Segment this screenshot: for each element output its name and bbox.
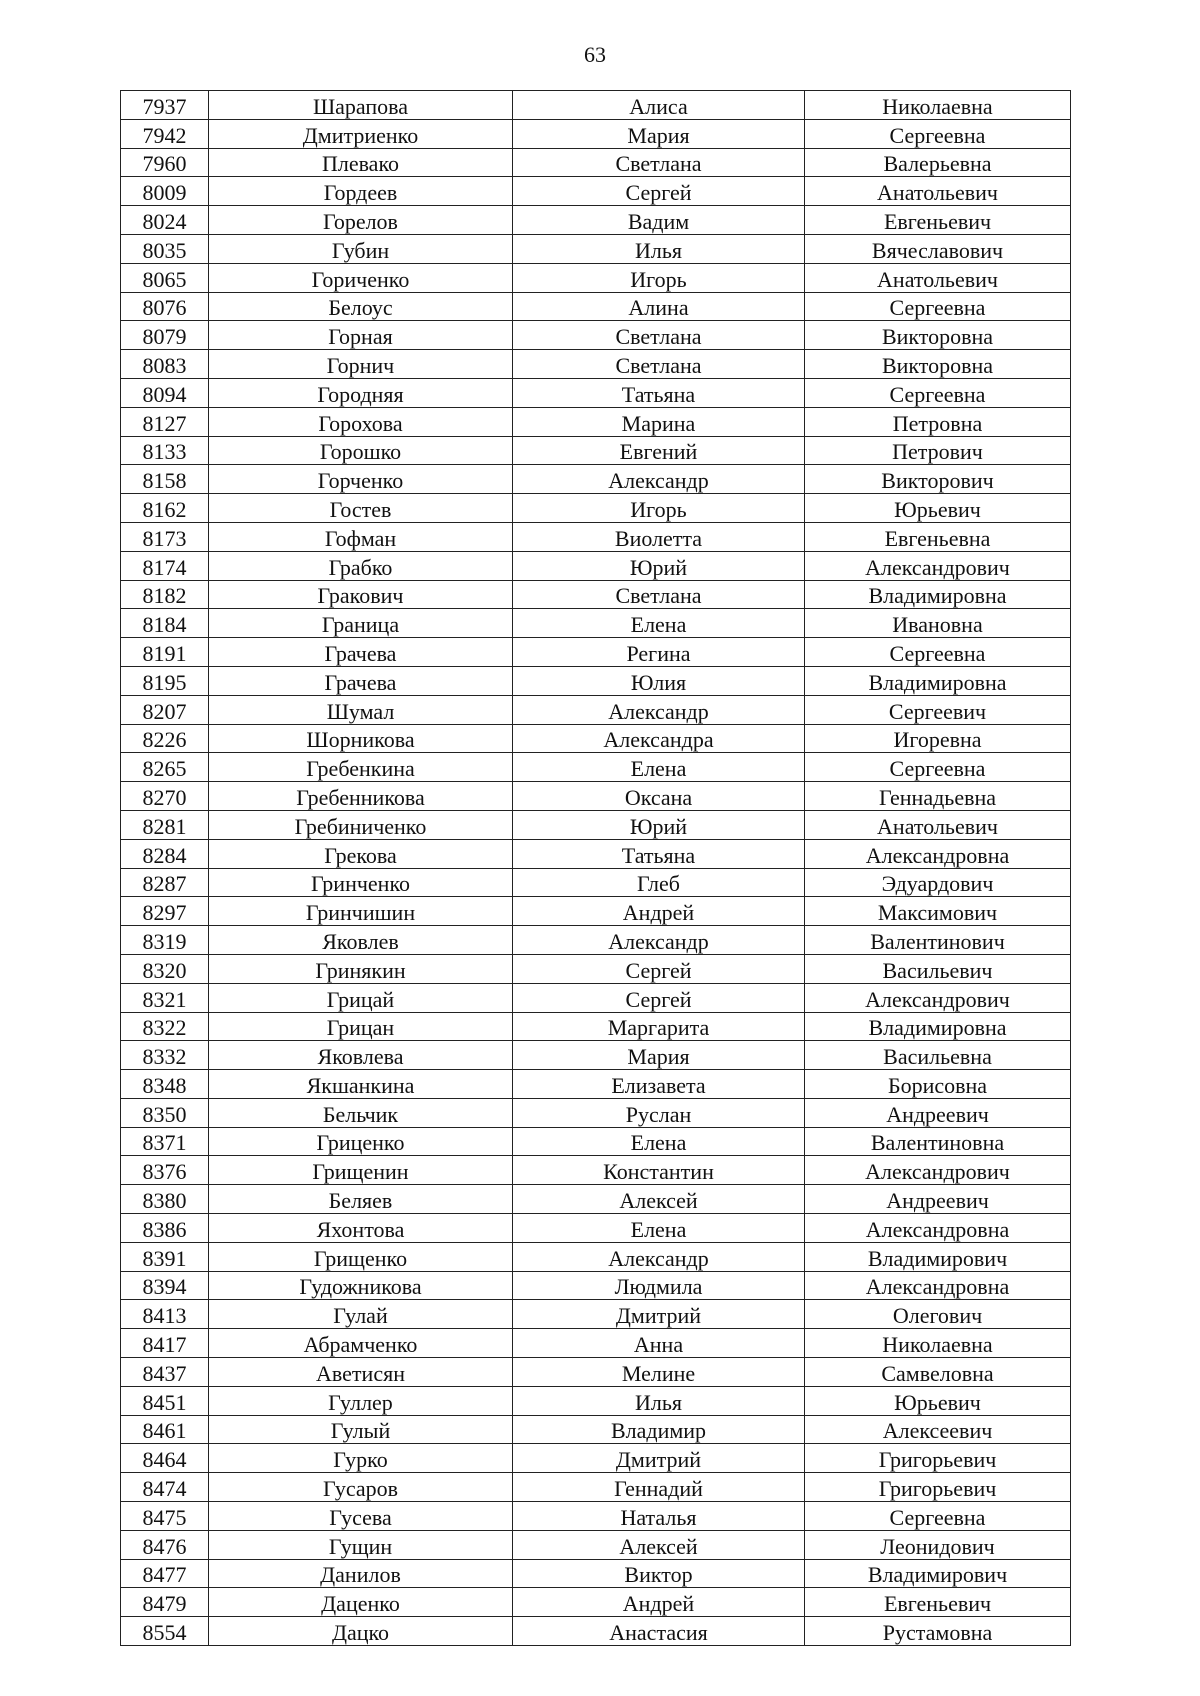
last-name-cell: Гориченко bbox=[209, 263, 513, 292]
table-row bbox=[121, 983, 1071, 1012]
patronymic-cell: Валентиновна bbox=[805, 1127, 1071, 1156]
last-name-cell: Горелов bbox=[209, 206, 513, 235]
first-name-cell: Геннадий bbox=[513, 1473, 805, 1502]
patronymic-cell: Самвеловна bbox=[805, 1358, 1071, 1387]
patronymic-cell: Николаевна bbox=[805, 1329, 1071, 1358]
first-name-cell: Игорь bbox=[513, 494, 805, 523]
first-name-cell: Юрий bbox=[513, 551, 805, 580]
patronymic-cell: Андреевич bbox=[805, 1185, 1071, 1214]
table-row bbox=[121, 753, 1071, 782]
row-id-cell: 8350 bbox=[121, 1098, 209, 1127]
table-row bbox=[121, 148, 1071, 177]
last-name-cell: Гусева bbox=[209, 1502, 513, 1531]
patronymic-cell: Владимировна bbox=[805, 1012, 1071, 1041]
last-name-cell: Гулый bbox=[209, 1415, 513, 1444]
patronymic-cell: Александрович bbox=[805, 551, 1071, 580]
row-id-cell: 8079 bbox=[121, 321, 209, 350]
last-name-cell: Аветисян bbox=[209, 1358, 513, 1387]
patronymic-cell: Александровна bbox=[805, 1214, 1071, 1243]
table-row bbox=[121, 666, 1071, 695]
row-id-cell: 8479 bbox=[121, 1588, 209, 1617]
row-id-cell: 8076 bbox=[121, 292, 209, 321]
patronymic-cell: Васильевна bbox=[805, 1041, 1071, 1070]
first-name-cell: Елена bbox=[513, 1127, 805, 1156]
row-id-cell: 8195 bbox=[121, 666, 209, 695]
row-id-cell: 8386 bbox=[121, 1214, 209, 1243]
last-name-cell: Гофман bbox=[209, 522, 513, 551]
first-name-cell: Сергей bbox=[513, 177, 805, 206]
row-id-cell: 8474 bbox=[121, 1473, 209, 1502]
table-row bbox=[121, 465, 1071, 494]
last-name-cell: Плевако bbox=[209, 148, 513, 177]
last-name-cell: Грицай bbox=[209, 983, 513, 1012]
last-name-cell: Грицан bbox=[209, 1012, 513, 1041]
first-name-cell: Дмитрий bbox=[513, 1444, 805, 1473]
last-name-cell: Грекова bbox=[209, 839, 513, 868]
first-name-cell: Елена bbox=[513, 1214, 805, 1243]
patronymic-cell: Сергеевна bbox=[805, 753, 1071, 782]
first-name-cell: Маргарита bbox=[513, 1012, 805, 1041]
first-name-cell: Илья bbox=[513, 234, 805, 263]
last-name-cell: Яхонтова bbox=[209, 1214, 513, 1243]
last-name-cell: Гребиниченко bbox=[209, 810, 513, 839]
table-row bbox=[121, 926, 1071, 955]
row-id-cell: 8270 bbox=[121, 782, 209, 811]
row-id-cell: 8332 bbox=[121, 1041, 209, 1070]
table-row bbox=[121, 609, 1071, 638]
last-name-cell: Беляев bbox=[209, 1185, 513, 1214]
last-name-cell: Яковлева bbox=[209, 1041, 513, 1070]
table-row bbox=[121, 1300, 1071, 1329]
row-id-cell: 8380 bbox=[121, 1185, 209, 1214]
row-id-cell: 8281 bbox=[121, 810, 209, 839]
first-name-cell: Мелине bbox=[513, 1358, 805, 1387]
first-name-cell: Марина bbox=[513, 407, 805, 436]
first-name-cell: Оксана bbox=[513, 782, 805, 811]
table-row bbox=[121, 1329, 1071, 1358]
patronymic-cell: Игоревна bbox=[805, 724, 1071, 753]
first-name-cell: Александра bbox=[513, 724, 805, 753]
patronymic-cell: Викторовна bbox=[805, 321, 1071, 350]
first-name-cell: Алиса bbox=[513, 91, 805, 120]
table-row bbox=[121, 1127, 1071, 1156]
last-name-cell: Гущин bbox=[209, 1530, 513, 1559]
first-name-cell: Константин bbox=[513, 1156, 805, 1185]
row-id-cell: 8297 bbox=[121, 897, 209, 926]
last-name-cell: Грачева bbox=[209, 638, 513, 667]
patronymic-cell: Эдуардович bbox=[805, 868, 1071, 897]
patronymic-cell: Александровна bbox=[805, 1271, 1071, 1300]
patronymic-cell: Владимирович bbox=[805, 1559, 1071, 1588]
row-id-cell: 8287 bbox=[121, 868, 209, 897]
row-id-cell: 7937 bbox=[121, 91, 209, 120]
row-id-cell: 8035 bbox=[121, 234, 209, 263]
row-id-cell: 8191 bbox=[121, 638, 209, 667]
patronymic-cell: Владимировна bbox=[805, 580, 1071, 609]
first-name-cell: Анастасия bbox=[513, 1617, 805, 1646]
table-row bbox=[121, 1185, 1071, 1214]
patronymic-cell: Владимировна bbox=[805, 666, 1071, 695]
first-name-cell: Мария bbox=[513, 119, 805, 148]
table-row bbox=[121, 177, 1071, 206]
last-name-cell: Горохова bbox=[209, 407, 513, 436]
table-row bbox=[121, 1242, 1071, 1271]
last-name-cell: Бельчик bbox=[209, 1098, 513, 1127]
patronymic-cell: Сергеевич bbox=[805, 695, 1071, 724]
table-row bbox=[121, 1214, 1071, 1243]
last-name-cell: Гостев bbox=[209, 494, 513, 523]
first-name-cell: Людмила bbox=[513, 1271, 805, 1300]
first-name-cell: Вадим bbox=[513, 206, 805, 235]
patronymic-cell: Геннадьевна bbox=[805, 782, 1071, 811]
roster-table bbox=[120, 90, 1071, 1646]
row-id-cell: 7960 bbox=[121, 148, 209, 177]
first-name-cell: Регина bbox=[513, 638, 805, 667]
row-id-cell: 8417 bbox=[121, 1329, 209, 1358]
last-name-cell: Гордеев bbox=[209, 177, 513, 206]
table-row bbox=[121, 1415, 1071, 1444]
patronymic-cell: Леонидович bbox=[805, 1530, 1071, 1559]
row-id-cell: 8184 bbox=[121, 609, 209, 638]
table-row bbox=[121, 1473, 1071, 1502]
first-name-cell: Татьяна bbox=[513, 378, 805, 407]
table-row bbox=[121, 1386, 1071, 1415]
table-row bbox=[121, 1530, 1071, 1559]
patronymic-cell: Викторовна bbox=[805, 350, 1071, 379]
patronymic-cell: Петрович bbox=[805, 436, 1071, 465]
table-row bbox=[121, 1041, 1071, 1070]
row-id-cell: 8127 bbox=[121, 407, 209, 436]
patronymic-cell: Петровна bbox=[805, 407, 1071, 436]
row-id-cell: 8284 bbox=[121, 839, 209, 868]
row-id-cell: 8376 bbox=[121, 1156, 209, 1185]
last-name-cell: Граница bbox=[209, 609, 513, 638]
table-row bbox=[121, 263, 1071, 292]
table-row bbox=[121, 1559, 1071, 1588]
row-id-cell: 8158 bbox=[121, 465, 209, 494]
first-name-cell: Дмитрий bbox=[513, 1300, 805, 1329]
row-id-cell: 8394 bbox=[121, 1271, 209, 1300]
last-name-cell: Гринякин bbox=[209, 954, 513, 983]
row-id-cell: 8319 bbox=[121, 926, 209, 955]
table-row bbox=[121, 551, 1071, 580]
table-row bbox=[121, 1012, 1071, 1041]
row-id-cell: 8009 bbox=[121, 177, 209, 206]
row-id-cell: 8321 bbox=[121, 983, 209, 1012]
table-row bbox=[121, 695, 1071, 724]
patronymic-cell: Николаевна bbox=[805, 91, 1071, 120]
last-name-cell: Абрамченко bbox=[209, 1329, 513, 1358]
first-name-cell: Светлана bbox=[513, 580, 805, 609]
roster-table-body bbox=[121, 91, 1071, 1646]
table-row bbox=[121, 1444, 1071, 1473]
last-name-cell: Горнич bbox=[209, 350, 513, 379]
patronymic-cell: Сергеевна bbox=[805, 292, 1071, 321]
row-id-cell: 8322 bbox=[121, 1012, 209, 1041]
patronymic-cell: Викторович bbox=[805, 465, 1071, 494]
table-row bbox=[121, 839, 1071, 868]
patronymic-cell: Анатольевич bbox=[805, 263, 1071, 292]
table-row bbox=[121, 868, 1071, 897]
first-name-cell: Мария bbox=[513, 1041, 805, 1070]
last-name-cell: Гребенникова bbox=[209, 782, 513, 811]
row-id-cell: 8461 bbox=[121, 1415, 209, 1444]
last-name-cell: Грачева bbox=[209, 666, 513, 695]
table-row bbox=[121, 91, 1071, 120]
patronymic-cell: Григорьевич bbox=[805, 1444, 1071, 1473]
last-name-cell: Грабко bbox=[209, 551, 513, 580]
last-name-cell: Гриценко bbox=[209, 1127, 513, 1156]
row-id-cell: 8391 bbox=[121, 1242, 209, 1271]
first-name-cell: Сергей bbox=[513, 954, 805, 983]
last-name-cell: Грищенин bbox=[209, 1156, 513, 1185]
last-name-cell: Гурко bbox=[209, 1444, 513, 1473]
row-id-cell: 8476 bbox=[121, 1530, 209, 1559]
patronymic-cell: Евгеньевич bbox=[805, 206, 1071, 235]
first-name-cell: Светлана bbox=[513, 321, 805, 350]
table-row bbox=[121, 1156, 1071, 1185]
row-id-cell: 8065 bbox=[121, 263, 209, 292]
first-name-cell: Глеб bbox=[513, 868, 805, 897]
last-name-cell: Гракович bbox=[209, 580, 513, 609]
row-id-cell: 8371 bbox=[121, 1127, 209, 1156]
table-row bbox=[121, 436, 1071, 465]
row-id-cell: 8173 bbox=[121, 522, 209, 551]
table-row bbox=[121, 378, 1071, 407]
first-name-cell: Алексей bbox=[513, 1530, 805, 1559]
row-id-cell: 8226 bbox=[121, 724, 209, 753]
first-name-cell: Андрей bbox=[513, 897, 805, 926]
patronymic-cell: Александрович bbox=[805, 983, 1071, 1012]
last-name-cell: Грищенко bbox=[209, 1242, 513, 1271]
row-id-cell: 8133 bbox=[121, 436, 209, 465]
first-name-cell: Юрий bbox=[513, 810, 805, 839]
patronymic-cell: Сергеевна bbox=[805, 638, 1071, 667]
row-id-cell: 8475 bbox=[121, 1502, 209, 1531]
last-name-cell: Горошко bbox=[209, 436, 513, 465]
first-name-cell: Сергей bbox=[513, 983, 805, 1012]
row-id-cell: 8320 bbox=[121, 954, 209, 983]
first-name-cell: Руслан bbox=[513, 1098, 805, 1127]
row-id-cell: 7942 bbox=[121, 119, 209, 148]
last-name-cell: Городняя bbox=[209, 378, 513, 407]
page-number: 63 bbox=[584, 42, 606, 67]
last-name-cell: Горная bbox=[209, 321, 513, 350]
patronymic-cell: Валентинович bbox=[805, 926, 1071, 955]
last-name-cell: Горченко bbox=[209, 465, 513, 494]
patronymic-cell: Евгеньевич bbox=[805, 1588, 1071, 1617]
last-name-cell: Гудожникова bbox=[209, 1271, 513, 1300]
table-row bbox=[121, 206, 1071, 235]
table-row bbox=[121, 494, 1071, 523]
last-name-cell: Гребенкина bbox=[209, 753, 513, 782]
patronymic-cell: Александрович bbox=[805, 1156, 1071, 1185]
last-name-cell: Шорникова bbox=[209, 724, 513, 753]
first-name-cell: Светлана bbox=[513, 148, 805, 177]
patronymic-cell: Валерьевна bbox=[805, 148, 1071, 177]
last-name-cell: Гринченко bbox=[209, 868, 513, 897]
patronymic-cell: Александровна bbox=[805, 839, 1071, 868]
table-row bbox=[121, 954, 1071, 983]
table-row bbox=[121, 321, 1071, 350]
last-name-cell: Шарапова bbox=[209, 91, 513, 120]
patronymic-cell: Григорьевич bbox=[805, 1473, 1071, 1502]
last-name-cell: Белоус bbox=[209, 292, 513, 321]
patronymic-cell: Андреевич bbox=[805, 1098, 1071, 1127]
table-row bbox=[121, 1617, 1071, 1646]
last-name-cell: Дмитриенко bbox=[209, 119, 513, 148]
row-id-cell: 8207 bbox=[121, 695, 209, 724]
last-name-cell: Даценко bbox=[209, 1588, 513, 1617]
first-name-cell: Юлия bbox=[513, 666, 805, 695]
table-row bbox=[121, 580, 1071, 609]
first-name-cell: Алина bbox=[513, 292, 805, 321]
first-name-cell: Татьяна bbox=[513, 839, 805, 868]
first-name-cell: Андрей bbox=[513, 1588, 805, 1617]
last-name-cell: Гусаров bbox=[209, 1473, 513, 1502]
patronymic-cell: Анатольевич bbox=[805, 810, 1071, 839]
last-name-cell: Шумал bbox=[209, 695, 513, 724]
patronymic-cell: Сергеевна bbox=[805, 119, 1071, 148]
row-id-cell: 8182 bbox=[121, 580, 209, 609]
first-name-cell: Елена bbox=[513, 609, 805, 638]
patronymic-cell: Евгеньевна bbox=[805, 522, 1071, 551]
first-name-cell: Владимир bbox=[513, 1415, 805, 1444]
last-name-cell: Данилов bbox=[209, 1559, 513, 1588]
patronymic-cell: Юрьевич bbox=[805, 1386, 1071, 1415]
table-row bbox=[121, 897, 1071, 926]
first-name-cell: Александр bbox=[513, 1242, 805, 1271]
last-name-cell: Гуллер bbox=[209, 1386, 513, 1415]
table-row bbox=[121, 292, 1071, 321]
table-row bbox=[121, 810, 1071, 839]
last-name-cell: Гулай bbox=[209, 1300, 513, 1329]
row-id-cell: 8464 bbox=[121, 1444, 209, 1473]
row-id-cell: 8451 bbox=[121, 1386, 209, 1415]
first-name-cell: Анна bbox=[513, 1329, 805, 1358]
patronymic-cell: Борисовна bbox=[805, 1070, 1071, 1099]
patronymic-cell: Рустамовна bbox=[805, 1617, 1071, 1646]
row-id-cell: 8437 bbox=[121, 1358, 209, 1387]
patronymic-cell: Вячеславович bbox=[805, 234, 1071, 263]
row-id-cell: 8265 bbox=[121, 753, 209, 782]
row-id-cell: 8554 bbox=[121, 1617, 209, 1646]
table-row bbox=[121, 1588, 1071, 1617]
table-row bbox=[121, 407, 1071, 436]
table-row bbox=[121, 522, 1071, 551]
last-name-cell: Яковлев bbox=[209, 926, 513, 955]
table-row bbox=[121, 638, 1071, 667]
first-name-cell: Евгений bbox=[513, 436, 805, 465]
last-name-cell: Гринчишин bbox=[209, 897, 513, 926]
row-id-cell: 8174 bbox=[121, 551, 209, 580]
first-name-cell: Виктор bbox=[513, 1559, 805, 1588]
patronymic-cell: Анатольевич bbox=[805, 177, 1071, 206]
row-id-cell: 8094 bbox=[121, 378, 209, 407]
first-name-cell: Александр bbox=[513, 465, 805, 494]
first-name-cell: Алексей bbox=[513, 1185, 805, 1214]
first-name-cell: Елизавета bbox=[513, 1070, 805, 1099]
first-name-cell: Наталья bbox=[513, 1502, 805, 1531]
table-row bbox=[121, 350, 1071, 379]
table-row bbox=[121, 119, 1071, 148]
first-name-cell: Светлана bbox=[513, 350, 805, 379]
patronymic-cell: Юрьевич bbox=[805, 494, 1071, 523]
first-name-cell: Елена bbox=[513, 753, 805, 782]
last-name-cell: Губин bbox=[209, 234, 513, 263]
table-row bbox=[121, 1271, 1071, 1300]
patronymic-cell: Васильевич bbox=[805, 954, 1071, 983]
table-row bbox=[121, 1358, 1071, 1387]
table-row bbox=[121, 1070, 1071, 1099]
first-name-cell: Александр bbox=[513, 926, 805, 955]
table-row bbox=[121, 782, 1071, 811]
first-name-cell: Александр bbox=[513, 695, 805, 724]
first-name-cell: Илья bbox=[513, 1386, 805, 1415]
patronymic-cell: Сергеевна bbox=[805, 1502, 1071, 1531]
table-row bbox=[121, 1098, 1071, 1127]
patronymic-cell: Олегович bbox=[805, 1300, 1071, 1329]
row-id-cell: 8348 bbox=[121, 1070, 209, 1099]
row-id-cell: 8162 bbox=[121, 494, 209, 523]
first-name-cell: Виолетта bbox=[513, 522, 805, 551]
patronymic-cell: Сергеевна bbox=[805, 378, 1071, 407]
table-row bbox=[121, 724, 1071, 753]
patronymic-cell: Ивановна bbox=[805, 609, 1071, 638]
patronymic-cell: Максимович bbox=[805, 897, 1071, 926]
first-name-cell: Игорь bbox=[513, 263, 805, 292]
row-id-cell: 8413 bbox=[121, 1300, 209, 1329]
row-id-cell: 8477 bbox=[121, 1559, 209, 1588]
last-name-cell: Якшанкина bbox=[209, 1070, 513, 1099]
row-id-cell: 8083 bbox=[121, 350, 209, 379]
row-id-cell: 8024 bbox=[121, 206, 209, 235]
last-name-cell: Дацко bbox=[209, 1617, 513, 1646]
patronymic-cell: Владимирович bbox=[805, 1242, 1071, 1271]
patronymic-cell: Алексеевич bbox=[805, 1415, 1071, 1444]
table-row bbox=[121, 1502, 1071, 1531]
table-row bbox=[121, 234, 1071, 263]
